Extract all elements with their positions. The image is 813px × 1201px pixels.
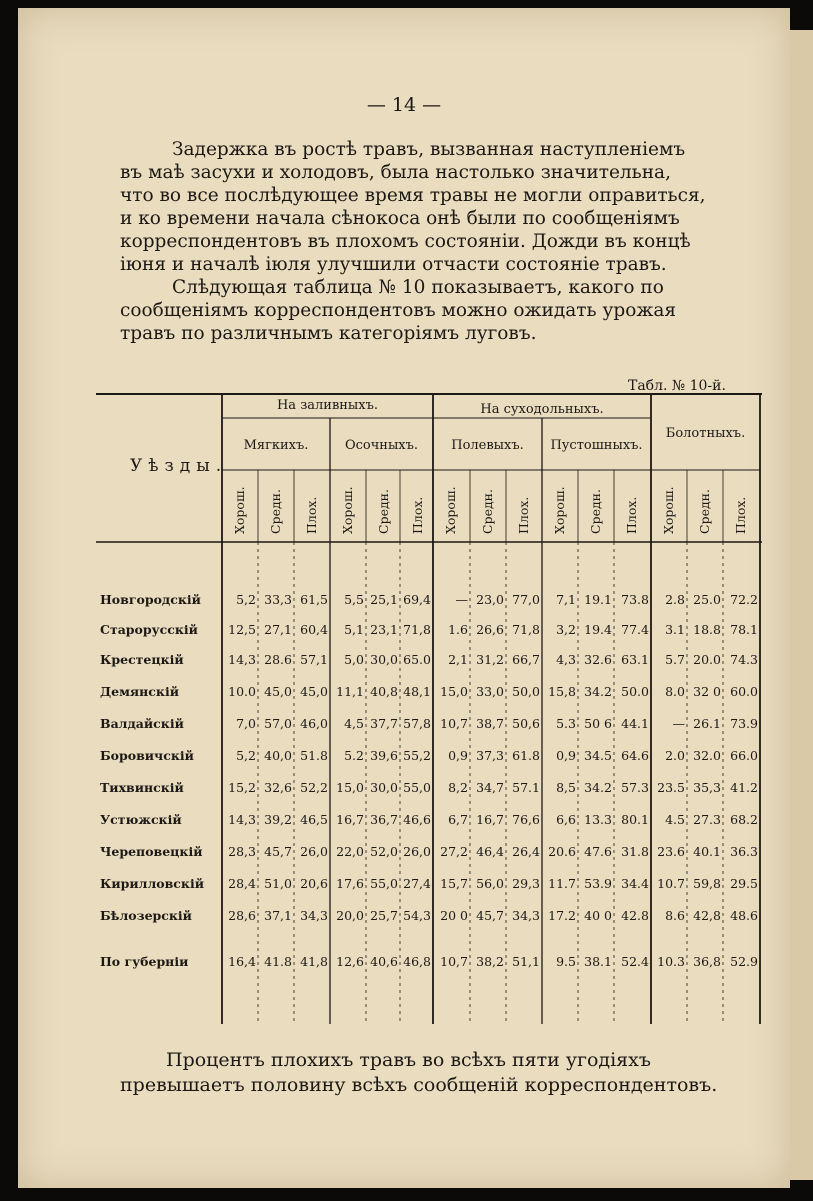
table-cell: 78.1 [730,622,758,637]
table-cell: 3.1 [665,622,685,637]
table-cell: 39,2 [264,812,292,827]
table-cell: 9.5 [556,954,576,969]
table-cell: 28,6 [228,908,256,923]
table-cell: 59,8 [693,876,721,891]
table-cell: 50 6 [584,716,612,731]
closing-line: превышаетъ половину всѣхъ сообщеній корреспондентовъ. [120,1074,718,1096]
table-cell: 32,6 [264,780,292,795]
column-header: Хорош. [232,486,247,534]
table-cell: 25,7 [370,908,398,923]
table-cell: 7,0 [236,716,256,731]
page-number: — 14 — [366,94,442,116]
table-cell: 10,7 [440,716,468,731]
table-cell: 0,9 [448,748,468,763]
column-header: Плох. [624,496,639,534]
table-cell: 10,7 [440,954,468,969]
table-cell: 13.3 [584,812,612,827]
column-header: Хорош. [443,486,458,534]
table-cell: 23,1 [370,622,398,637]
table-cell: 38,7 [476,716,504,731]
table-cell: 2.0 [665,748,685,763]
table-cell: 35,3 [693,780,721,795]
table-cell: 31,2 [476,652,504,667]
table-cell: 28,3 [228,844,256,859]
table-cell: 73.9 [730,716,758,731]
table-cell: 41.2 [730,780,758,795]
table-cell: 44.1 [621,716,649,731]
table-cell: 8.6 [665,908,685,923]
table-cell: 27,1 [264,622,292,637]
column-header: Хорош. [552,486,567,534]
table-cell: 34,7 [476,780,504,795]
table-cell: 77.4 [621,622,649,637]
table-cell: 45,7 [264,844,292,859]
table-cell: 38.1 [584,954,612,969]
yield-table [96,392,776,1027]
table-cell: 5,5 [344,592,364,607]
table-cell: 33,3 [264,592,292,607]
table-cell: 28.6 [264,652,292,667]
paragraph-line: Слѣдующая таблица № 10 показываетъ, какого по [172,277,664,298]
row-header: Уѣзды. [130,456,228,476]
column-header: Средн. [697,489,712,534]
table-cell: 57,8 [403,716,431,731]
table-cell: 52.4 [621,954,649,969]
table-cell: 15,0 [336,780,364,795]
table-cell: 55,0 [370,876,398,891]
paragraph-line: и ко времени начала сѣнокоса онѣ были по сообщеніямъ [120,208,680,229]
table-cell: 72.2 [730,592,758,607]
table-cell: 45,7 [476,908,504,923]
column-header: Средн. [588,489,603,534]
table-cell: 47.6 [584,844,612,859]
table-cell: 46,6 [403,812,431,827]
table-cell: — [672,716,685,731]
table-cell: 0,9 [556,748,576,763]
next-page-edge [790,30,813,1180]
table-cell: 23.6 [657,844,685,859]
column-header: Хорош. [340,486,355,534]
table-cell: 36,8 [693,954,721,969]
table-cell: 45,0 [264,684,292,699]
district-name: Устюжскій [100,812,182,827]
table-cell: 51,1 [512,954,540,969]
district-name: Тихвинскій [100,780,184,795]
table-cell: 52,0 [370,844,398,859]
table-cell: 55,2 [403,748,431,763]
paragraph-line: травъ по различнымъ категоріямъ луговъ. [120,323,537,344]
table-cell: 6,6 [556,812,576,827]
table-cell: 27.3 [693,812,721,827]
table-cell: 80.1 [621,812,649,827]
table-cell: 29,3 [512,876,540,891]
table-cell: 60,4 [300,622,328,637]
table-cell: 52.9 [730,954,758,969]
table-cell: 37,3 [476,748,504,763]
table-cell: 66,7 [512,652,540,667]
table-cell: 50.0 [621,684,649,699]
table-cell: 5.2 [344,748,364,763]
table-cell: 73.8 [621,592,649,607]
table-cell: 11,1 [336,684,364,699]
district-name: Старорусскій [100,622,198,637]
table-cell: 18.8 [693,622,721,637]
table-cell: 40 0 [584,908,612,923]
table-cell: 51.8 [300,748,328,763]
sub-header-osochnykh: Осочныхъ. [344,438,419,453]
paragraph-line: въ маѣ засухи и холодовъ, была настолько значительна, [120,162,671,183]
table-cell: 46,0 [300,716,328,731]
table-cell: 10.7 [657,876,685,891]
table-cell: 34.5 [584,748,612,763]
table-cell: 5,2 [236,748,256,763]
table-cell: 22,0 [336,844,364,859]
table-cell: 12,5 [228,622,256,637]
table-cell: 23,0 [476,592,504,607]
table-cell: 48.6 [730,908,758,923]
table-cell: 11.7 [548,876,576,891]
paragraph-line: корреспондентовъ въ плохомъ состояніи. Дожди въ концѣ [120,231,691,252]
table-cell: 38,2 [476,954,504,969]
table-cell: 41.8 [264,954,292,969]
table-cell: 50,0 [512,684,540,699]
table-cell: 34.2 [584,684,612,699]
table-cell: 30,0 [370,780,398,795]
table-cell: 27,4 [403,876,431,891]
table-cell: 2.8 [665,592,685,607]
table-cell: 39,6 [370,748,398,763]
table-cell: 36,7 [370,812,398,827]
district-name: Кирилловскій [100,876,204,891]
sub-header-polevykh: Полевыхъ. [451,438,524,453]
table-cell: 34.4 [621,876,649,891]
table-cell: 34,3 [512,908,540,923]
table-cell: 15,8 [548,684,576,699]
table-cell: 6,7 [448,812,468,827]
table-cell: 61.8 [512,748,540,763]
table-cell: 3,2 [556,622,576,637]
table-caption: Табл. № 10-й. [628,378,726,394]
table-cell: 26,6 [476,622,504,637]
table-cell: 8,2 [448,780,468,795]
table-cell: 8,5 [556,780,576,795]
table-cell: 32.0 [693,748,721,763]
column-header: Средн. [480,489,495,534]
table-cell: 57,0 [264,716,292,731]
column-header: Плох. [410,496,425,534]
table-cell: 15,0 [440,684,468,699]
table-cell: 57.3 [621,780,649,795]
table-cell: 68.2 [730,812,758,827]
table-cell: 5,0 [344,652,364,667]
table-cell: 16,7 [336,812,364,827]
group-header-bolotnykh: Болотныхъ. [665,426,746,441]
table-cell: 41,8 [300,954,328,969]
column-header: Плох. [516,496,531,534]
table-cell: 27,2 [440,844,468,859]
table-cell: 37,1 [264,908,292,923]
table-cell: 2,1 [448,652,468,667]
table-cell: 45,0 [300,684,328,699]
table-cell: 74.3 [730,652,758,667]
district-name: Крестецкій [100,652,184,667]
table-cell: 34.2 [584,780,612,795]
table-cell: 15,2 [228,780,256,795]
table-cell: 4,3 [556,652,576,667]
table-cell: 29.5 [730,876,758,891]
table-cell: — [455,592,468,607]
table-cell: 60.0 [730,684,758,699]
table-cell: 71,8 [403,622,431,637]
table-cell: 77,0 [512,592,540,607]
table-cell: 23.5 [657,780,685,795]
district-name: Боровичскій [100,748,194,763]
paragraph-line: что во все послѣдующее время травы не могли оправиться, [120,185,706,206]
table-cell: 54,3 [403,908,431,923]
document-page [18,8,790,1188]
table-cell: 31.8 [621,844,649,859]
group-header-zalivnykh: На заливныхъ. [276,398,379,413]
table-cell: 71,8 [512,622,540,637]
table-cell: 46,4 [476,844,504,859]
table-cell: 26,4 [512,844,540,859]
table-cell: 26,0 [403,844,431,859]
table-cell: 12,6 [336,954,364,969]
district-name: По губерніи [100,954,189,969]
table-cell: 14,3 [228,652,256,667]
column-header: Плох. [304,496,319,534]
district-name: Валдайскій [100,716,184,731]
table-cell: 26.1 [693,716,721,731]
table-cell: 16,4 [228,954,256,969]
table-cell: 17.2 [548,908,576,923]
table-cell: 20.0 [693,652,721,667]
table-cell: 57,1 [300,652,328,667]
column-header: Плох. [733,496,748,534]
sub-header-pustoshnykh: Пустошныхъ. [550,438,643,453]
table-cell: 10.0 [228,684,256,699]
table-cell: 69,4 [403,592,431,607]
table-cell: 15,7 [440,876,468,891]
paragraph-line: сообщеніямъ корреспондентовъ можно ожидать урожая [120,300,677,321]
table-cell: 16,7 [476,812,504,827]
table-cell: 17,6 [336,876,364,891]
table-cell: 26,0 [300,844,328,859]
table-cell: 1.6 [448,622,468,637]
table-cell: 65.0 [403,652,431,667]
table-cell: 51,0 [264,876,292,891]
table-cell: 40,8 [370,684,398,699]
closing-text [120,1048,760,1098]
table-cell: 53.9 [584,876,612,891]
district-name: Череповецкій [100,844,203,859]
district-name: Новгородскій [100,592,201,607]
table-cell: 42.8 [621,908,649,923]
table-cell: 36.3 [730,844,758,859]
table-cell: 14,3 [228,812,256,827]
table-cell: 20,0 [336,908,364,923]
table-cell: 46,5 [300,812,328,827]
district-name: Бѣлозерскій [100,908,192,923]
table-cell: 20,6 [300,876,328,891]
table-cell: 42,8 [693,908,721,923]
table-cell: 56,0 [476,876,504,891]
district-name: Демянскій [100,684,179,699]
table-cell: 48,1 [403,684,431,699]
table-cell: 25,1 [370,592,398,607]
table-cell: 10.3 [657,954,685,969]
sub-header-myagkikh: Мягкихъ. [243,438,309,453]
table-cell: 46,8 [403,954,431,969]
table-cell: 19.1 [584,592,612,607]
table-cell: 19.4 [584,622,612,637]
table-cell: 30,0 [370,652,398,667]
table-cell: 64.6 [621,748,649,763]
paragraph-line: Задержка въ ростѣ травъ, вызванная наступленіемъ [172,139,686,160]
table-cell: 34,3 [300,908,328,923]
table-cell: 32.6 [584,652,612,667]
column-header: Средн. [268,489,283,534]
table-cell: 76,6 [512,812,540,827]
table-cell: 28,4 [228,876,256,891]
table-cell: 55,0 [403,780,431,795]
table-cell: 40,0 [264,748,292,763]
table-cell: 8.0 [665,684,685,699]
table-cell: 40,6 [370,954,398,969]
table-cell: 57.1 [512,780,540,795]
table-cell: 40.1 [693,844,721,859]
table-cell: 4.5 [665,812,685,827]
table-cell: 5.3 [556,716,576,731]
table-cell: 20 0 [440,908,468,923]
table-cell: 63.1 [621,652,649,667]
table-cell: 5,2 [236,592,256,607]
group-header-sukhodolnykh: На суходольныхъ. [480,402,604,417]
table-cell: 25.0 [693,592,721,607]
table-cell: 37,7 [370,716,398,731]
paragraph-1 [120,138,750,276]
paragraph-line: іюня и началѣ іюля улучшили отчасти состояніе травъ. [120,254,667,275]
table-cell: 66.0 [730,748,758,763]
table-cell: 5.7 [665,652,685,667]
table-cell: 5,1 [344,622,364,637]
column-header: Хорош. [661,486,676,534]
table-cell: 32 0 [693,684,721,699]
table-cell: 50,6 [512,716,540,731]
paragraph-2 [120,276,750,345]
table-cell: 4,5 [344,716,364,731]
closing-line: Процентъ плохихъ травъ во всѣхъ пяти угодіяхъ [166,1049,651,1071]
table-cell: 33,0 [476,684,504,699]
table-cell: 7,1 [556,592,576,607]
table-cell: 20.6 [548,844,576,859]
table-cell: 52,2 [300,780,328,795]
column-header: Средн. [376,489,391,534]
table-cell: 61,5 [300,592,328,607]
